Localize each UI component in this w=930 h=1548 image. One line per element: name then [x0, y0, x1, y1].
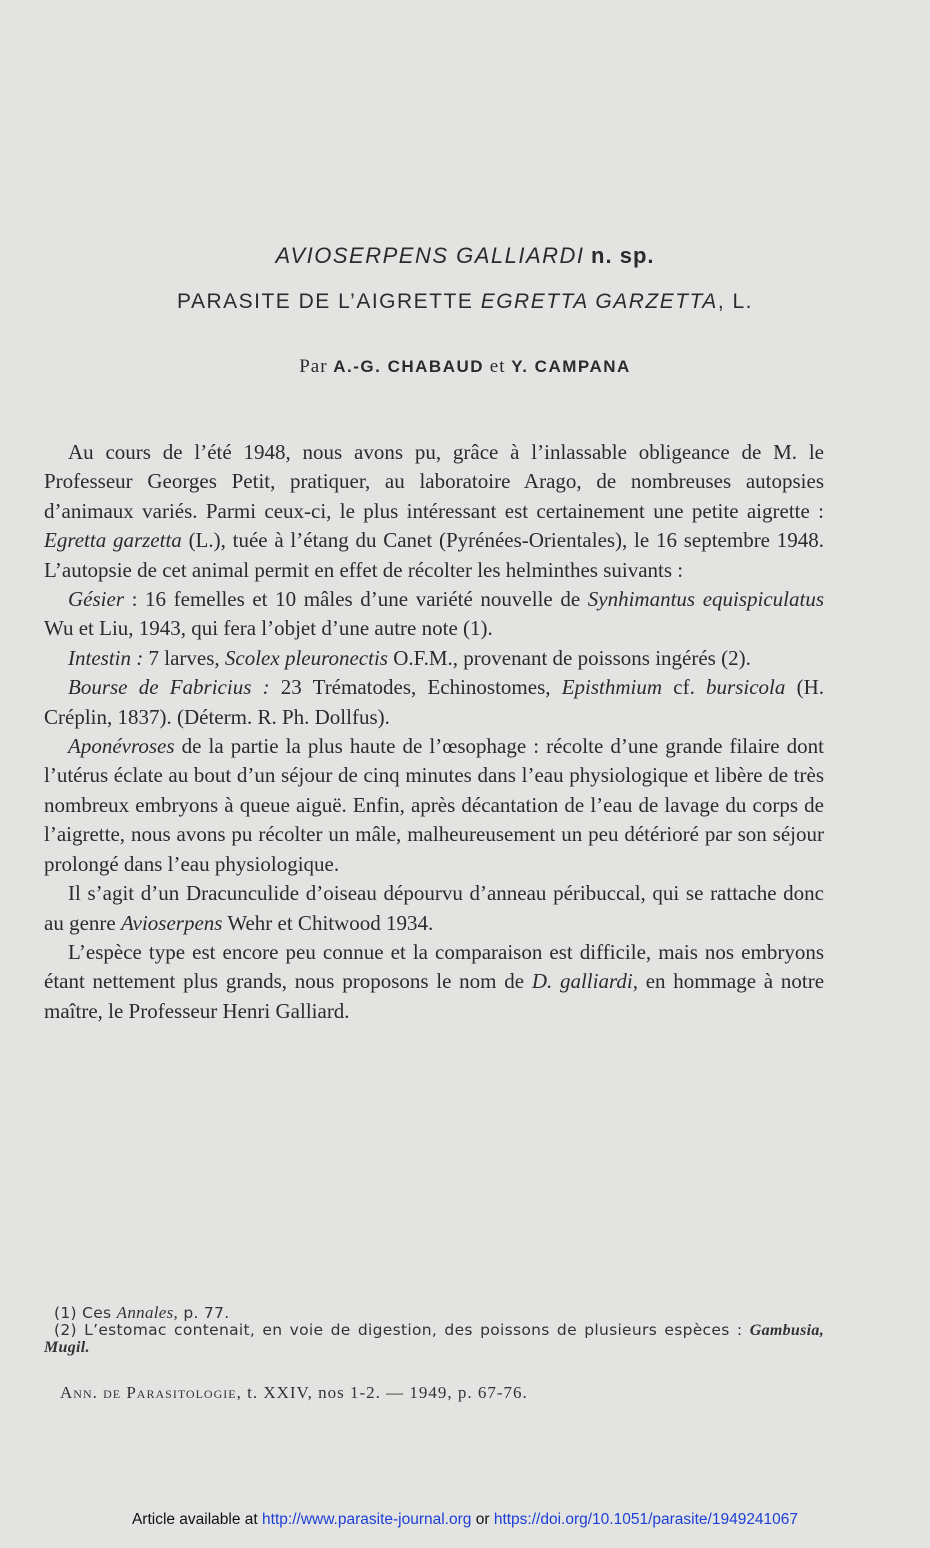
paragraph-intestin	[44, 644, 824, 673]
subtitle-suffix: , L.	[717, 290, 753, 313]
journal-website-link[interactable]: http://www.parasite-journal.org	[262, 1511, 472, 1528]
author-line	[0, 356, 930, 378]
text-run-italic: D. galliardi,	[531, 969, 638, 994]
text-run: (2) L’estomac contenait, en voie de digestion, des poissons de plusieurs espèces :	[54, 1321, 743, 1339]
text-run: Au cours de l’été 1948, nous avons pu, grâce à l’inlassable obligeance de M. le Professeur Georges Petit, pratiquer, au laboratoire Arago, de nombreuses autopsies d’animaux variés. Parmi ceux-ci, le plus intéressant est certainement une petite aigrette :	[44, 440, 824, 523]
text-run-bold-italic: Gambusia, Mugil.	[44, 1322, 825, 1356]
article-subtitle	[0, 290, 930, 314]
availability-footer	[0, 1511, 930, 1529]
paragraph-gesier	[44, 585, 824, 644]
article-body	[44, 438, 824, 1026]
text-run: (H. Créplin, 1837). (Déterm. R. Ph. Dollfus).	[44, 675, 825, 729]
text-run: L’espèce type est encore peu connue et la comparaison est difficile, mais nos embryons étant nettement plus grands, nous proposons le nom de	[44, 939, 824, 994]
footnote-2	[44, 1322, 824, 1356]
journal-volume-pages: t. XXIV, nos 1-2. — 1949, p. 67-76.	[247, 1383, 528, 1402]
author-2: Y. CAMPANA	[511, 357, 631, 376]
text-run-italic: Intestin :	[68, 645, 144, 670]
paragraph-intro	[44, 438, 824, 585]
text-run: : 16 femelles et 10 mâles d’une variété nouvelle de	[131, 587, 581, 612]
subtitle-prefix: PARASITE DE L’AIGRETTE	[177, 290, 474, 313]
text-run-italic: Bourse de Fabricius :	[68, 675, 270, 700]
title-nsp: n. sp.	[591, 243, 655, 268]
footnotes	[44, 1304, 824, 1356]
text-run: cf.	[673, 675, 695, 700]
text-run: Il s’agit d’un Dracunculide d’oiseau dépourvu d’anneau péribuccal, qui se rattache donc au genre	[44, 881, 824, 935]
text-run: O.F.M., provenant de poissons ingérés (2).	[393, 645, 751, 670]
journal-name: Ann. de Parasitologie,	[60, 1383, 242, 1402]
footer-prefix: Article available at	[131, 1511, 258, 1528]
text-run-italic: Scolex pleuronectis	[224, 645, 388, 670]
paragraph-bourse	[44, 673, 824, 732]
text-run-italic: Aponévroses	[68, 734, 175, 759]
author-1: A.-G. CHABAUD	[333, 357, 485, 376]
footer-or: or	[475, 1511, 490, 1528]
title-genus-species: AVIOSERPENS GALLIARDI	[275, 243, 585, 268]
text-run: (1) Ces	[54, 1304, 112, 1322]
text-run: Wehr et Chitwood 1934.	[227, 910, 434, 935]
text-run-italic: Avioserpens	[120, 910, 223, 935]
text-run-italic: Gésier	[68, 587, 124, 612]
article-title	[0, 243, 930, 269]
journal-citation	[60, 1383, 760, 1403]
text-run-italic: Episthmium	[561, 675, 663, 700]
paragraph-espece	[44, 938, 824, 1026]
text-run: p. 77.	[183, 1304, 230, 1322]
text-run: (L.), tuée à l’étang du Canet (Pyrénées-Orientales), le 16 septembre 1948. L’autopsie de cet animal permit en effet de récolter les helminthes suivants :	[44, 528, 825, 582]
paragraph-aponevroses	[44, 732, 824, 879]
paragraph-dracunculide	[44, 879, 824, 938]
author-et: et	[489, 356, 506, 377]
text-run: de la partie la plus haute de l’œsophage : récolte d’une grande filaire dont l’utérus éclate au bout d’un séjour de cinq minutes dans l’eau physiologique et libère de très nombreux embryons à queue aiguë. Enfin, après décantation de l’eau de lavage du corps de l’aigrette, nous avons pu récolter un mâle, malheureusement un peu détérioré par son séjour prolongé dans l’eau physiologique.	[44, 734, 825, 876]
text-run: 7 larves,	[148, 645, 220, 670]
text-run-italic: Synhimantus equispiculatus	[587, 587, 825, 612]
text-run-italic: bursicola	[706, 675, 786, 700]
text-run-italic: Annales,	[116, 1303, 179, 1322]
text-run: 23 Trématodes, Echinostomes,	[280, 675, 551, 700]
subtitle-host-species: EGRETTA GARZETTA	[480, 290, 718, 313]
doi-link[interactable]: https://doi.org/10.1051/parasite/1949241067	[493, 1511, 799, 1528]
text-run: Wu et Liu, 1943, qui fera l’objet d’une autre note (1).	[44, 616, 493, 641]
text-run-italic: Egretta garzetta	[44, 528, 182, 553]
footnote-1	[44, 1304, 824, 1322]
author-par: Par	[299, 356, 328, 377]
text-run: en hommage à notre maître, le Professeur Henri Galliard.	[44, 969, 825, 1023]
